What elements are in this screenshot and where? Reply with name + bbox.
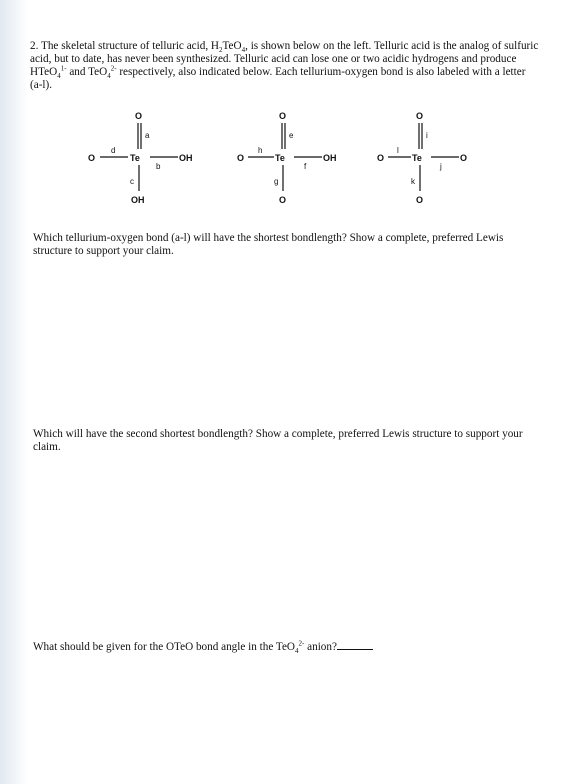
atom-right: O [460, 153, 468, 163]
bond-label-b: b [156, 162, 161, 171]
answer-blank[interactable] [337, 640, 373, 650]
atom-bottom: O [416, 195, 424, 205]
atom-right: OH [179, 153, 193, 163]
bond-label-h: h [258, 146, 263, 155]
atom-left: O [377, 153, 385, 163]
q3-sup: 2- [298, 639, 305, 648]
bond-label-k: k [411, 177, 415, 186]
intro-sub-1: 2 [219, 46, 223, 55]
question-second-shortest-bond: Which will have the second shortest bondlength? Show a complete, preferred Lewis structure to support your claim. [33, 428, 523, 453]
atom-bottom: O [279, 195, 287, 205]
problem-number: 2. [30, 40, 39, 52]
intro-text-2: TeO [222, 40, 242, 52]
atom-center: Te [412, 153, 422, 163]
intro-text-4: and TeO [66, 66, 108, 78]
bond-label-d: d [111, 146, 116, 155]
intro-text-5: respectively, also indicated below. Each tellurium-oxygen bond is also labeled with a letter (a-l). [30, 66, 526, 91]
skeletal-structures [80, 105, 510, 215]
structure-htelo4-anion [230, 105, 350, 215]
structure-telluric-acid [80, 105, 200, 215]
atom-top: O [416, 111, 424, 121]
bond-label-a: a [145, 131, 150, 140]
atom-bottom: OH [131, 195, 145, 205]
intro-text-1: The skeletal structure of telluric acid, H [41, 40, 219, 52]
question-bond-angle [33, 640, 543, 654]
q3-text-a: What should be given for the OTeO bond angle in the TeO [33, 641, 295, 653]
intro-sub-3: 4 [57, 72, 61, 81]
atom-center: Te [275, 153, 285, 163]
question-shortest-bond: Which tellurium-oxygen bond (a-l) will have the shortest bondlength? Show a complete, preferred Lewis structure to support your claim. [33, 232, 504, 257]
atom-left: O [237, 153, 245, 163]
bond-label-j: j [440, 162, 442, 171]
atom-top: O [135, 111, 143, 121]
problem-intro [30, 40, 540, 92]
q3-text-b: anion? [304, 641, 337, 653]
q3-sub: 4 [295, 647, 299, 656]
bond-label-e: e [289, 131, 294, 140]
atom-top: O [279, 111, 287, 121]
intro-sup-3: 1- [60, 64, 67, 73]
intro-sub-4: 4 [107, 72, 111, 81]
bond-label-c: c [130, 177, 134, 186]
atom-center: Te [130, 153, 140, 163]
atom-right: OH [323, 153, 337, 163]
bond-label-g: g [274, 177, 279, 186]
intro-sub-2: 4 [241, 46, 246, 55]
structure-teo4-dianion [370, 105, 490, 215]
intro-sup-4: 2- [110, 64, 117, 73]
bond-label-l: l [397, 146, 399, 155]
bond-label-f: f [304, 162, 307, 171]
scan-edge-shading [0, 0, 28, 784]
bond-label-i: i [426, 131, 428, 140]
atom-left: O [88, 153, 96, 163]
intro-text-3: , is shown below on the left. Telluric acid is the analog of sulfuric acid, but to date, has never been synthesized. Telluric acid can lose one or two acidic hydrogens and produce HTeO [30, 40, 539, 78]
